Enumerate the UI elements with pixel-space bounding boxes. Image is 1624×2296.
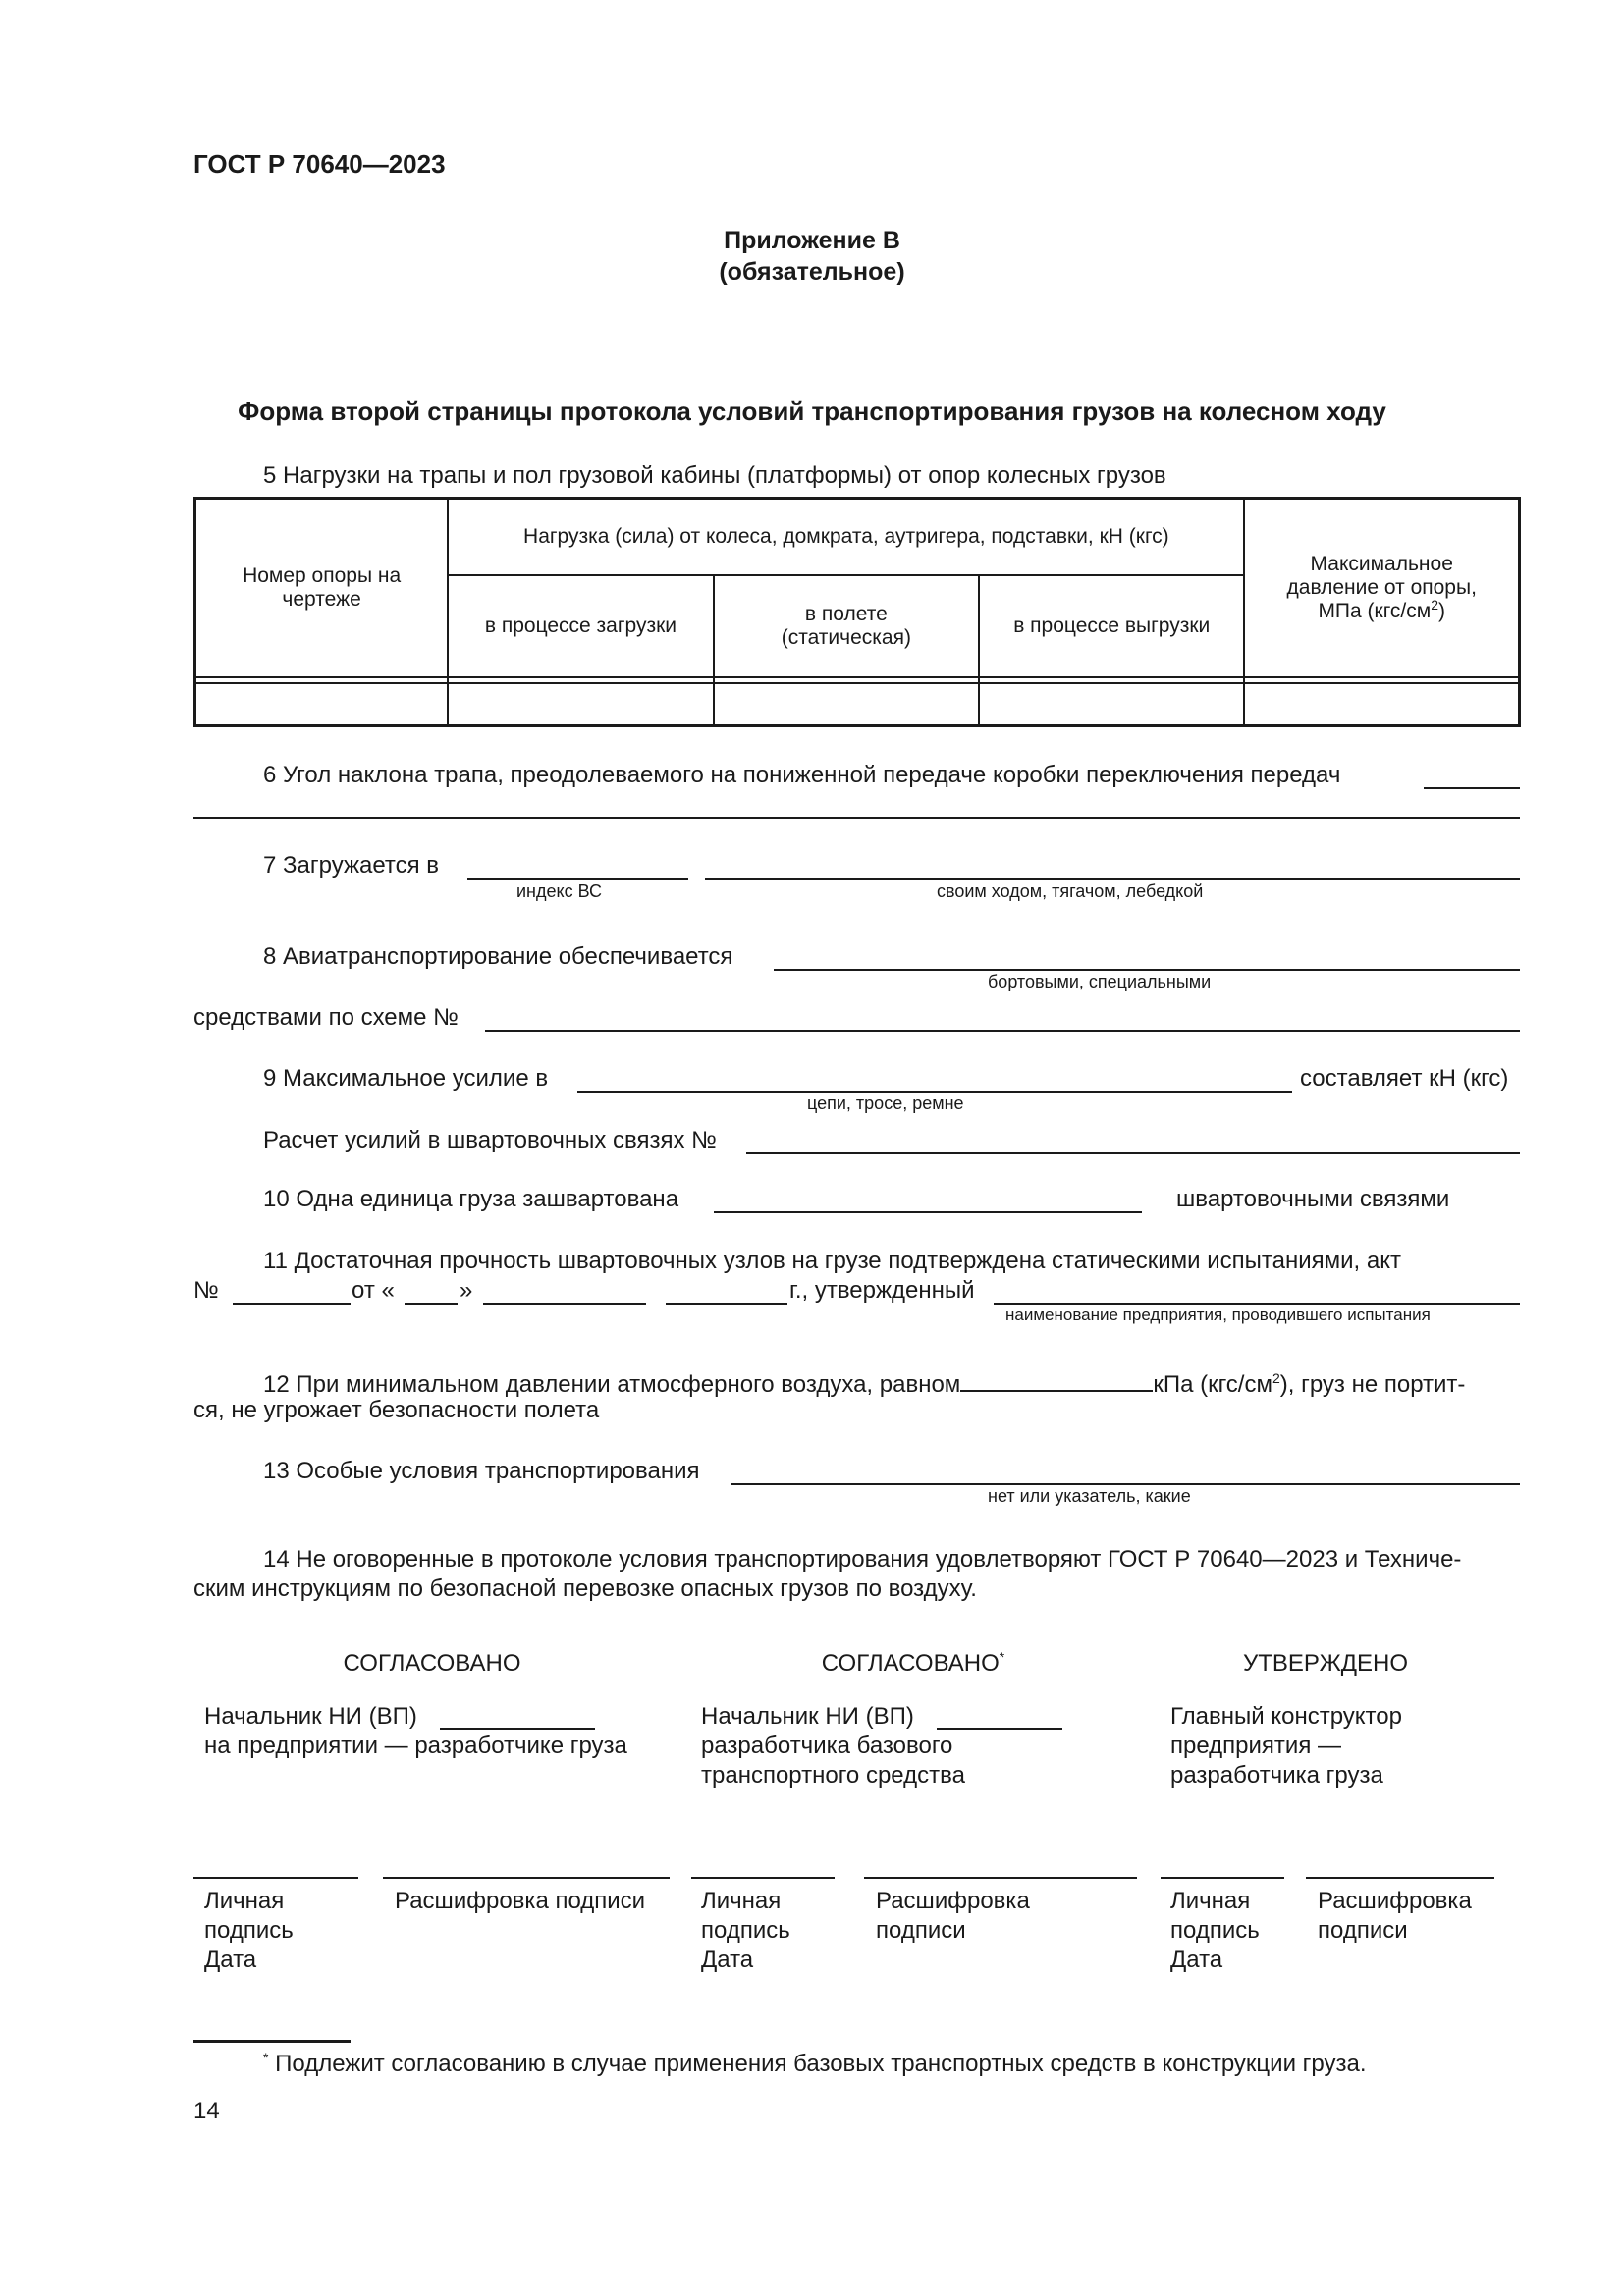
item-10-suffix: швартовочными связями — [1176, 1186, 1450, 1212]
item-14-text-line2: ским инструкциям по безопасной перевозке опасных грузов по воздуху. — [193, 1575, 977, 1602]
scheme-label: средствами по схеме № — [193, 1004, 459, 1031]
approval-1-decode-field[interactable] — [383, 1877, 670, 1879]
item-6-field-continued[interactable] — [193, 817, 1520, 819]
approval-1-heading: СОГЛАСОВАНО — [343, 1650, 521, 1677]
loading-method-hint: своим ходом, тягачом, лебедкой — [937, 881, 1204, 901]
calc-label: Расчет усилий в швартовочных связях № — [263, 1127, 717, 1153]
approval-3-role-line3: разработчика груза — [1170, 1762, 1383, 1789]
item-8-text: 8 Авиатранспортирование обеспечивается — [263, 943, 733, 970]
approval-1-name-field[interactable] — [440, 1728, 595, 1730]
item-12-text — [263, 1366, 1465, 1400]
approval-1-decode-label: Расшифровка подписи — [395, 1888, 646, 1914]
approval-2-signature-label-line2: подпись — [701, 1917, 790, 1944]
item-14-text: 14 Не оговоренные в протоколе условия транспортирования удовлетворяют ГОСТ Р 70640—2023 и Техниче- — [263, 1546, 1462, 1573]
approval-3-signature-label-line2: подпись — [1170, 1917, 1260, 1944]
special-conditions-hint: нет или указатель, какие — [988, 1486, 1191, 1506]
item-5-text: 5 Нагрузки на трапы и пол грузовой кабины (платформы) от опор колесных грузов — [263, 462, 1166, 489]
act-year-field[interactable] — [666, 1303, 787, 1305]
header-max-pressure-text: Максимальное давление от опоры, МПа (кгс/см — [1286, 552, 1477, 622]
calc-number-field[interactable] — [746, 1152, 1520, 1154]
approval-3-decode-label-line2: подписи — [1318, 1917, 1408, 1944]
act-approved-label: г., утвержденный — [789, 1277, 975, 1304]
loading-method-field[interactable] — [705, 878, 1520, 880]
approval-3-date-label: Дата — [1170, 1947, 1223, 1973]
approval-3-signature-label: Личная — [1170, 1888, 1251, 1914]
approval-1-date-label: Дата — [204, 1947, 257, 1973]
testing-company-field[interactable] — [994, 1303, 1520, 1305]
item-7-text: 7 Загружается в — [263, 852, 440, 879]
approval-2-footnote-mark: * — [999, 1649, 1005, 1665]
item-11-text: 11 Достаточная прочность швартовочных узлов на грузе подтверждена статическими испытаниями, акт — [263, 1248, 1401, 1274]
footnote-text: Подлежит согласованию в случае применения базовых транспортных средств в конструкции груза. — [275, 2051, 1367, 2077]
appendix-status: (обязательное) — [719, 258, 905, 286]
header-flight — [714, 575, 979, 677]
table-cell-loading[interactable] — [448, 683, 713, 726]
act-number-label: № — [193, 1277, 219, 1304]
means-field[interactable] — [774, 969, 1520, 971]
lashing-count-field[interactable] — [714, 1211, 1142, 1213]
approval-2-role-line3: транспортного средства — [701, 1762, 965, 1789]
approval-3-role: Главный конструктор — [1170, 1703, 1402, 1730]
act-day-field[interactable] — [405, 1303, 458, 1305]
approval-2-role: Начальник НИ (ВП) — [701, 1703, 914, 1730]
act-from-label: от « — [352, 1277, 395, 1304]
approval-2-decode-field[interactable] — [864, 1877, 1137, 1879]
item-9-suffix: составляет кН (кгс) — [1300, 1065, 1509, 1092]
item-12-text-b: кПа (кгс/см — [1153, 1371, 1272, 1398]
approval-3-role-line2: предприятия — — [1170, 1733, 1341, 1759]
approval-1-signature-label: Личная подпись — [204, 1888, 294, 1944]
form-title: Форма второй страницы протокола условий транспортирования грузов на колесном ходу — [238, 397, 1386, 426]
header-flight-label: в полете (статическая) — [781, 602, 911, 649]
loads-table — [193, 497, 1521, 727]
table-cell-max-pressure[interactable] — [1244, 683, 1519, 726]
scheme-number-field[interactable] — [485, 1030, 1520, 1032]
header-max-pressure — [1244, 499, 1519, 677]
item-10-text: 10 Одна единица груза зашвартована — [263, 1186, 679, 1212]
max-force-field[interactable] — [577, 1091, 1292, 1093]
approval-2-decode-label-line2: подписи — [876, 1917, 966, 1944]
aircraft-index-hint: индекс ВС — [516, 881, 602, 901]
approval-1-signature-field[interactable] — [193, 1877, 358, 1879]
table-cell-support[interactable] — [195, 683, 449, 726]
act-month-field[interactable] — [483, 1303, 646, 1305]
item-9-text: 9 Максимальное усилие в — [263, 1065, 549, 1092]
footnote — [263, 2050, 1367, 2079]
table-cell-flight[interactable] — [714, 683, 979, 726]
appendix-title: Приложение В — [724, 227, 900, 254]
table-cell-unloading[interactable] — [979, 683, 1244, 726]
header-max-pressure-sup: 2 — [1431, 596, 1438, 613]
item-12-text-c: ), груз не портит- — [1279, 1371, 1466, 1398]
item-12-text-a: 12 При минимальном давлении атмосферного воздуха, равном — [263, 1371, 961, 1398]
max-force-hint: цепи, тросе, ремне — [807, 1094, 964, 1113]
approval-3-decode-label: Расшифровка — [1318, 1888, 1472, 1914]
item-12-sup: 2 — [1272, 1370, 1280, 1386]
approval-1-role-line2: на предприятии — разработчике груза — [204, 1733, 627, 1759]
approval-3-heading: УТВЕРЖДЕНО — [1242, 1650, 1409, 1677]
approval-2-signature-field[interactable] — [691, 1877, 835, 1879]
approval-1-signature-caption — [204, 1887, 312, 1946]
aircraft-index-field[interactable] — [467, 878, 688, 880]
special-conditions-field[interactable] — [731, 1483, 1520, 1485]
approval-2-date-label: Дата — [701, 1947, 754, 1973]
approval-3-decode-field[interactable] — [1306, 1877, 1494, 1879]
approval-2-heading — [717, 1649, 1110, 1679]
min-pressure-field[interactable] — [960, 1366, 1153, 1392]
item-6-text: 6 Угол наклона трапа, преодолеваемого на пониженной передаче коробки переключения передач — [263, 762, 1341, 788]
means-hint: бортовыми, специальными — [988, 972, 1212, 991]
header-unloading: в процессе выгрузки — [979, 575, 1244, 677]
header-loading: в процессе загрузки — [448, 575, 713, 677]
approval-1-role: Начальник НИ (ВП) — [204, 1703, 417, 1730]
header-max-pressure-label — [1269, 553, 1494, 623]
approval-2-name-field[interactable] — [937, 1728, 1062, 1730]
page-number: 14 — [193, 2098, 220, 2124]
item-12-text-line2: ся, не угрожает безопасности полета — [193, 1397, 600, 1423]
header-support-number-label: Номер опоры на чертеже — [243, 563, 402, 611]
item-13-text: 13 Особые условия транспортирования — [263, 1458, 700, 1484]
footnote-separator — [193, 2040, 351, 2043]
header-load-group: Нагрузка (сила) от колеса, домкрата, аутригера, подставки, кН (кгс) — [448, 499, 1244, 575]
footnote-mark: * — [263, 2050, 269, 2065]
header-max-pressure-end: ) — [1438, 599, 1445, 622]
approval-2-role-line2: разработчика базового — [701, 1733, 953, 1759]
testing-company-hint: наименование предприятия, проводившего испытания — [1005, 1306, 1431, 1324]
header-support-number — [195, 499, 449, 677]
item-6-field[interactable] — [1424, 787, 1520, 789]
approval-2-heading-text: СОГЛАСОВАНО — [821, 1650, 1000, 1677]
approval-3-signature-field[interactable] — [1161, 1877, 1284, 1879]
approval-2-decode-label: Расшифровка — [876, 1888, 1030, 1914]
approval-2-signature-label: Личная — [701, 1888, 782, 1914]
act-quote-close: » — [460, 1277, 473, 1304]
act-number-field[interactable] — [233, 1303, 351, 1305]
document-id: ГОСТ Р 70640—2023 — [193, 149, 446, 179]
